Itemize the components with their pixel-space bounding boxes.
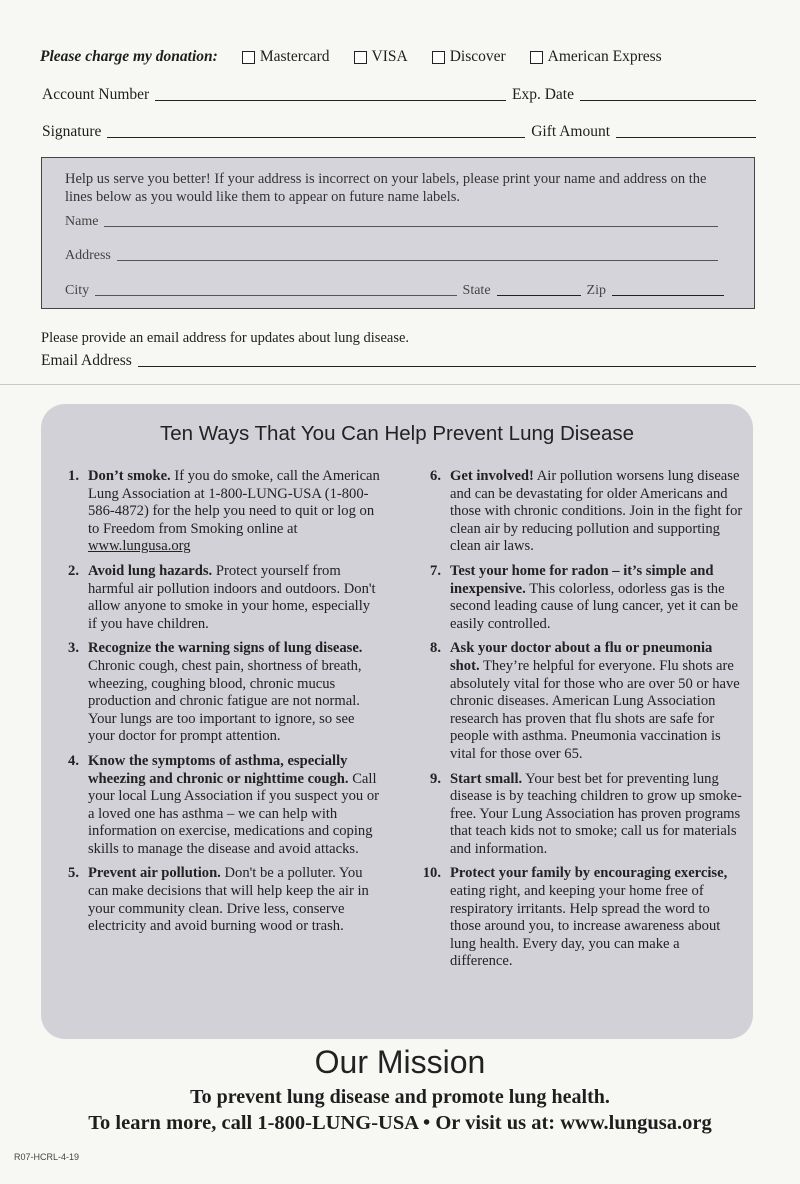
tip-number: 3. [68,640,79,657]
tip-text: If you do smoke, call the American Lung Association at 1-800-LUNG-USA (1-800-586-4872) for the help you need to quit or log on to Freedom from Smoking online at [88,468,380,537]
card-option-mastercard[interactable]: Mastercard [242,48,330,66]
email-label: Email Address [41,352,132,369]
tips-column-right [413,468,743,978]
gift-amount-label: Gift Amount [531,123,610,140]
mission-contact: To learn more, call 1-800-LUNG-USA • Or visit us at: www.lungusa.org [88,1112,712,1134]
zip-label: Zip [586,283,606,298]
tip-text: Don't be a polluter. You can make decisions that will help keep the air in your community clean. Drive less, conserve electricity and avoid burning wood or trash. [88,865,369,935]
tip-heading: Start small. [450,770,523,787]
tip-text: Protect yourself from harmful air pollution indoors and outdoors. Don't allow anyone to smoke in your home, especially if you have children. [88,562,376,632]
card-option-visa[interactable]: VISA [354,48,408,66]
address-correction-box [41,157,755,309]
tip-heading: Protect your family by encouraging exercise, [450,865,728,882]
tip-heading: Recognize the warning signs of lung disease. [88,640,363,657]
email-note: Please provide an email address for updates about lung disease. [41,330,410,346]
tip-heading: Don’t smoke. [88,468,171,484]
tip-text: Chronic cough, chest pain, shortness of breath, wheezing, coughing blood, chronic mucus production and chronic fatigue are not normal. Your lungs are too important to ignore, so see your doctor for prompt attention. [88,657,362,745]
mastercard-checkbox[interactable] [242,51,255,64]
mission-title: Our Mission [314,1044,486,1080]
name-field[interactable] [104,225,718,227]
tip-item [413,563,743,633]
exp-date-field[interactable] [580,99,756,101]
tip-text: This colorless, odorless gas is the second leading cause of lung cancer, yet it can be easily controlled. [450,580,738,632]
tip-number: 1. [68,468,79,484]
tip-heading: Avoid lung hazards. [88,562,213,579]
address-row [65,248,724,264]
tip-number: 4. [68,752,79,769]
tip-heading: Prevent air pollution. [88,865,221,882]
amex-checkbox[interactable] [530,51,543,64]
name-label: Name [65,214,99,229]
donation-charge-row [40,48,756,66]
name-row [65,214,724,230]
tip-number: 6. [430,468,441,484]
fold-line [0,384,800,385]
tip-number: 5. [68,865,79,882]
card-option-amex[interactable]: American Express [530,48,662,66]
tip-number: 9. [430,770,441,787]
tip-item [51,865,381,935]
zip-field[interactable] [612,294,724,296]
tip-item [51,563,381,633]
signature-row [42,123,756,141]
tip-text: Air pollution worsens lung disease and can be devastating for older Americans and those with chronic conditions. Join in the fight for clean air by reducing pollution and supporting clean air laws. [450,468,743,555]
tip-heading: Know the symptoms of asthma, especially wheezing and chronic or nighttime cough. [88,752,349,787]
address-label: Address [65,248,111,263]
tip-text: Your best bet for preventing lung disease is by teaching children to grow up smoke-free. Your Lung Association has proven programs that teach kids not to smoke; call us for materials and information. [450,770,742,857]
tip-item [413,865,743,971]
tip-number: 8. [430,640,441,657]
lungusa-link[interactable]: www.lungusa.org [88,538,191,555]
address-intro-text: Help us serve you better! If your address is incorrect on your labels, please print your name and address on the lines below as you would like them to appear on future name labels. [65,171,707,205]
account-number-label: Account Number [42,86,150,103]
tip-heading: Ask your doctor about a flu or pneumonia shot. [450,640,713,674]
tip-number: 2. [68,562,79,579]
tip-item [413,640,743,763]
signature-label: Signature [42,123,102,140]
tip-number: 7. [430,562,441,579]
tip-text: eating right, and keeping your home free of respiratory irritants. Help spread the word to those around you, to increase awareness about lung health. Every day, you can make a difference. [450,883,721,970]
tips-column-left [51,468,381,943]
city-state-zip-row [65,283,724,299]
tip-item [413,771,743,859]
tip-item [413,468,743,556]
gift-amount-field[interactable] [616,136,756,138]
state-label: State [462,283,491,298]
visa-checkbox[interactable] [354,51,367,64]
tip-number: 10. [422,865,441,882]
address-field[interactable] [117,259,718,261]
exp-date-label: Exp. Date [512,86,574,103]
state-field[interactable] [497,294,581,296]
signature-field[interactable] [107,136,525,138]
discover-checkbox[interactable] [432,51,445,64]
card-option-discover[interactable]: Discover [432,48,506,66]
tips-panel [41,404,753,1039]
tip-item [51,468,381,556]
charge-label: Please charge my donation: [40,48,218,65]
tip-heading: Test your home for radon – it’s simple and inexpensive. [450,562,714,597]
tip-text: They’re helpful for everyone. Flu shots are absolutely vital for those who are over 50 or have chronic diseases. American Lung Association research has proven that flu shots are safe for people with asthma. Pneumonia vaccination is vital for those over 65. [450,657,740,762]
city-label: City [65,283,90,298]
email-field[interactable] [138,365,756,367]
email-row [41,352,756,370]
tip-heading: Get involved! [450,468,534,484]
tip-item [51,640,381,746]
city-field[interactable] [95,294,456,296]
tip-text: Call your local Lung Association if you suspect you or a loved one has asthma – we can help with information on exercise, medications and coping skills to manage the disease and avoid attacks. [88,770,380,857]
mission-statement: To prevent lung disease and promote lung health. [190,1086,610,1108]
form-code: R07-HCRL-4-19 [14,1152,80,1162]
tips-title: Ten Ways That You Can Help Prevent Lung Disease [159,422,635,445]
account-row [42,86,756,104]
account-number-field[interactable] [155,99,506,101]
tip-item [51,753,381,859]
